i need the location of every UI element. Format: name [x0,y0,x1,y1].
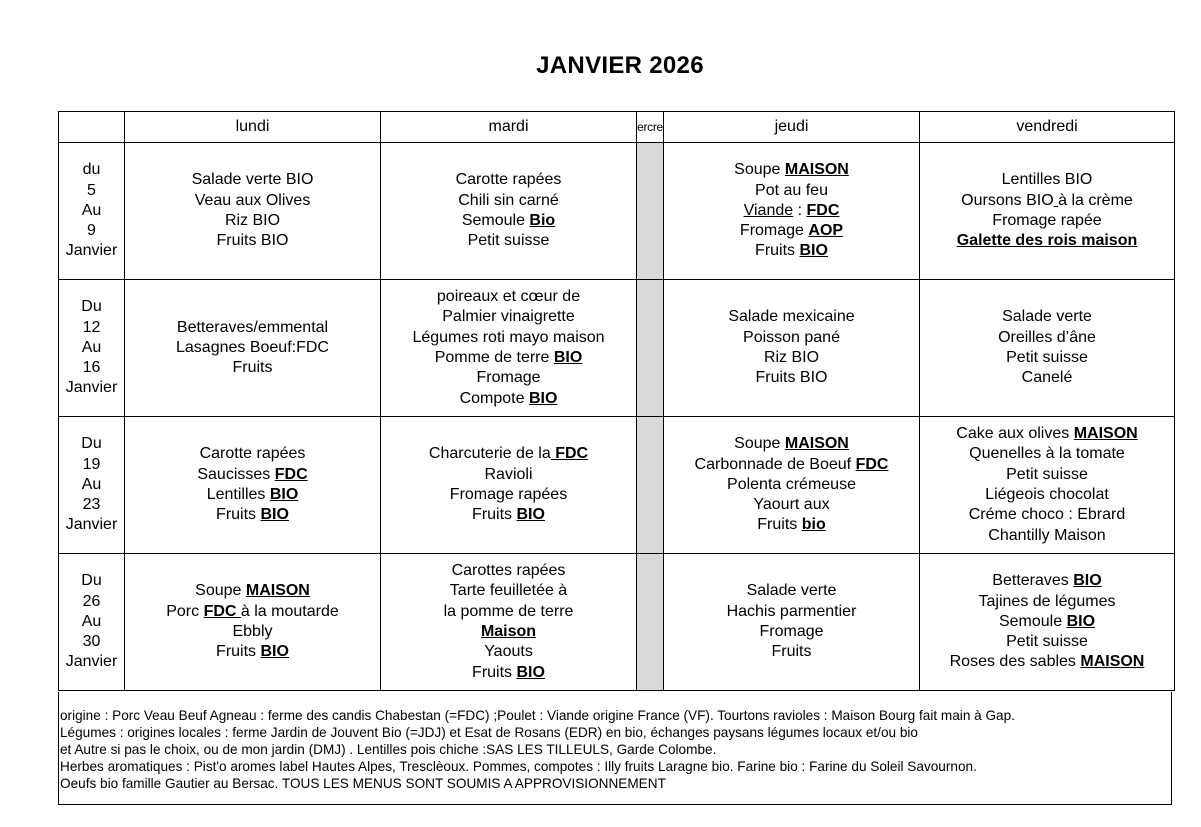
dish-text: à la moutarde [240,602,339,620]
dish-line [125,622,380,642]
dish-line [125,358,380,378]
dish-label-highlight: BIO [516,506,545,524]
dish-text: Carbonnade de Boeuf [694,455,856,473]
menu-cell-jeudi [664,554,920,691]
dish-text: Quenelles à la tomate [969,445,1125,463]
dish-text: Ebbly [232,623,273,640]
dish-line [920,592,1174,612]
dish-text: : [793,201,807,219]
date-line: Janvier [65,653,118,671]
dish-line [125,581,380,601]
dish-line [125,231,380,251]
week-dates-cell [59,554,125,691]
dish-line [664,515,919,535]
dish-label-highlight: FDC [274,465,308,483]
dish-label-highlight: BIO [1073,572,1102,590]
menu-cell-vendredi [920,280,1175,417]
dish-label-highlight: BIO [516,663,545,681]
dish-line [125,338,380,358]
dish-text: Carotte rapées [199,445,306,463]
date-line: 12 [82,318,101,336]
dish-text: Petit suisse [467,232,550,250]
dish-text: Fruits [755,242,800,260]
dish-line [381,348,636,368]
dish-line [920,465,1174,485]
menu-cell-lundi [125,417,381,554]
dish-text: Fruits [472,663,517,681]
dish-text: Charcuterie de la [428,445,551,463]
dish-line [381,444,636,464]
dish-label-highlight: BIO [1066,612,1096,630]
dish-line [664,368,919,388]
date-line: Au [81,475,102,493]
corner-cell [59,112,125,143]
page-title: JANVIER 2026 [536,52,704,79]
dish-line [664,348,919,368]
dish-label-highlight: Bio [529,212,556,229]
dish-line [664,495,919,515]
header-row [59,112,1175,143]
dish-line [381,622,636,642]
dish-line [920,328,1174,348]
dish-line [381,485,636,505]
date-line: Du [81,298,102,316]
dish-text: Lentilles [206,486,270,503]
day-header-mercredi: ercre [637,112,664,143]
dish-line [125,211,380,231]
dish-line [381,307,636,327]
dish-text: Cake aux olives [956,425,1074,443]
dish-text: Petit suisse [1006,349,1088,366]
dish-text: Soupe [734,435,785,453]
dish-text: Carottes rapées [451,562,566,580]
dish-line [125,642,380,662]
dish-line [381,287,636,307]
dish-text: Fruits [232,359,273,377]
dish-line [664,221,919,241]
dish-label-highlight: BIO [553,349,583,366]
dish-line [664,434,919,454]
dish-label-highlight: bio [801,516,826,534]
date-line: 26 [82,592,101,610]
dish-text: Fruits BIO [216,232,289,250]
dish-text: Tajines de légumes [978,592,1116,610]
date-line: 30 [82,633,101,651]
dish-text: Légumes roti mayo maison [412,328,605,346]
dish-text: Fruits [216,506,261,524]
dish-line [920,612,1174,632]
dish-text: la pomme de terre [443,602,574,620]
dish-line [920,526,1174,546]
week-row [59,280,1175,417]
dish-line [920,652,1174,672]
dish-text: Petit suisse [1006,633,1088,651]
dish-line [920,424,1174,444]
dish-text: Yaourt aux [753,496,830,514]
dish-text: Chantilly Maison [988,526,1106,544]
dish-text: Oursons BIO [961,191,1054,209]
menu-cell-jeudi [664,280,920,417]
dish-text: Créme choco : Ebrard [968,506,1126,524]
week-dates-cell [59,143,125,280]
dish-text: Pot au feu [755,181,828,199]
dish-label-highlight: FDC [550,445,589,463]
dish-text: Soupe [195,582,246,600]
dish-label-highlight: Maison [480,623,537,640]
dish-line [381,581,636,601]
dish-text: Tarte feuilletée à [449,582,568,600]
dish-line [125,191,380,211]
dish-label-highlight: FDC [806,201,840,219]
dish-line [920,211,1174,231]
dish-label-highlight: Galette des rois maison [956,232,1138,250]
dish-label-highlight: MAISON [245,582,310,600]
dish-text: Veau aux Olives [194,191,311,209]
date-line: Du [81,572,102,590]
date-line: 23 [82,496,101,514]
dish-label-highlight: FDC [855,455,889,473]
week-dates-cell [59,417,125,554]
dish-text: Compote [459,389,529,407]
menu-cell-mardi [381,143,637,280]
day-header-lundi: lundi [125,112,381,143]
dish-text: Palmier vinaigrette [442,308,575,326]
note-line: origine : Porc Veau Beuf Agneau : ferme des candis Chabestan (=FDC) ;Poulet : Viande origine France (VF). Tourtons ravioles : Maison Bourg fait main à Gap. [60,708,1015,723]
menu-cell-mardi [381,417,637,554]
dish-text: à la crème [1058,191,1133,209]
dish-line [664,455,919,475]
dish-text: Ravioli [484,465,533,483]
wednesday-cell [637,554,664,691]
date-line: 5 [87,181,96,199]
day-header-mardi: mardi [381,112,637,143]
day-header-vendredi: vendredi [920,112,1175,143]
dish-line [920,505,1174,525]
dish-label-highlight: MAISON [784,161,849,179]
dish-text: Fruits [757,516,802,534]
dish-text: Salade verte BIO [191,171,314,189]
dish-label-highlight: BIO [269,486,299,503]
dish-text: Fromage rapées [449,486,568,503]
dish-line [664,241,919,261]
day-header-jeudi: jeudi [664,112,920,143]
dish-text: Salade verte [1002,308,1092,326]
dish-line [920,368,1174,388]
dish-line [920,485,1174,505]
dish-line [381,465,636,485]
menu-cell-vendredi [920,143,1175,280]
dish-text: Fromage rapée [992,212,1102,229]
dish-line [125,485,380,505]
dish-text: Semoule [998,612,1067,630]
dish-text: Soupe [734,161,785,179]
dish-text: Betteraves/emmental [176,318,329,336]
dish-text: Pomme de terre [434,349,554,366]
wednesday-cell [637,280,664,417]
dish-line [920,231,1174,251]
dish-line [664,622,919,642]
dish-text: Riz BIO [224,212,281,229]
dish-text: Carotte rapées [455,171,562,189]
dish-text: Salade mexicaine [728,308,855,326]
dish-line [381,642,636,662]
date-line: du [82,161,101,179]
dish-label-highlight: MAISON [1073,425,1138,443]
dish-text: Riz BIO [763,349,820,366]
dish-line [125,505,380,525]
dish-line [125,170,380,190]
dish-line [920,348,1174,368]
dish-text: Poisson pané [743,328,840,346]
dish-text: Chili sin carné [458,191,559,209]
menu-cell-lundi [125,143,381,280]
dish-text: Porc [166,602,204,620]
dish-text: Lasagnes Boeuf:FDC [176,338,329,356]
dish-line [125,318,380,338]
menu-cell-jeudi [664,143,920,280]
dish-text: poireaux et cœur de [436,288,581,306]
dish-line [920,307,1174,327]
date-line: Au [81,201,102,219]
dish-text: Polenta crémeuse [727,475,856,493]
week-row [59,143,1175,280]
dish-text: Roses des sables [949,653,1081,671]
dish-line [381,602,636,622]
dish-label-highlight: BIO [528,389,558,407]
dish-text: Viande [743,201,794,219]
dish-line [381,211,636,231]
dish-text: Betteraves [992,572,1074,590]
date-line: Janvier [65,379,118,397]
menu-cell-mardi [381,280,637,417]
date-line: 16 [82,359,101,377]
date-line: Du [81,435,102,453]
dish-line [664,475,919,495]
menu-cell-lundi [125,554,381,691]
dish-label-highlight: BIO [260,643,289,661]
menu-cell-vendredi [920,417,1175,554]
dish-line [381,505,636,525]
menu-cell-jeudi [664,417,920,554]
date-line: 9 [87,222,96,240]
dish-line [664,181,919,201]
dish-line [920,191,1174,211]
dish-text: Fruits [771,643,812,661]
wednesday-cell [637,143,664,280]
date-line: Au [81,612,102,630]
dish-text: Fruits [472,506,517,524]
dish-text: Petit suisse [1006,465,1088,483]
dish-text: Fromage [476,369,541,387]
dish-text: Fromage [759,623,824,640]
date-line: 19 [82,455,101,473]
sourcing-notes [58,692,1172,805]
week-row [59,417,1175,554]
dish-line [664,642,919,662]
dish-label-highlight: FDC [203,602,241,620]
dish-line [381,328,636,348]
dish-text: Fruits [216,643,261,661]
dish-label-highlight: BIO [799,242,828,260]
note-line: et Autre si pas le choix, ou de mon jardin (DMJ) . Lentilles pois chiche :SAS LES TILLEULS, Garde Colombe. [60,742,717,758]
note-line: Herbes aromatiques : Pist'o aromes label Hautes Alpes, Tresclèoux. Pommes, compotes : Illy fruits Laragne bio. Farine bio : Farine du Soleil Savournon. [60,759,977,775]
dish-text: Canelé [1021,369,1073,387]
dish-text: Liégeois chocolat [985,486,1109,503]
date-line: Janvier [65,242,118,260]
dish-text: Yaouts [484,643,533,661]
dish-text: Lentilles BIO [1001,171,1093,189]
dish-line [920,632,1174,652]
menu-cell-vendredi [920,554,1175,691]
menu-table [58,111,1175,691]
dish-line [920,444,1174,464]
dish-line [381,368,636,388]
dish-line [381,170,636,190]
dish-line [664,307,919,327]
date-line: Au [81,338,102,356]
dish-line [381,663,636,683]
dish-label-highlight: MAISON [784,435,849,453]
dish-text: Saucisses [197,465,275,483]
dish-line [664,581,919,601]
dish-line [381,561,636,581]
dish-line [664,328,919,348]
dish-text: Salade verte [746,582,837,600]
dish-line [920,170,1174,190]
dish-line [381,191,636,211]
menu-cell-mardi [381,554,637,691]
dish-line [664,160,919,180]
dish-line [125,465,380,485]
dish-line [381,389,636,409]
dish-label-highlight: MAISON [1080,653,1145,671]
dish-text: Fromage [739,222,809,240]
dish-line [125,602,380,622]
wednesday-cell [637,417,664,554]
dish-text: Hachis parmentier [726,602,857,620]
note-line: Légumes : origines locales : ferme Jardin de Jouvent Bio (=JDJ) et Esat de Rosans (EDR) en bio, échanges paysans légumes locaux et/ou bio [60,725,918,741]
date-line: Janvier [65,516,118,534]
dish-text: Oreilles d’âne [998,328,1096,346]
dish-line [381,231,636,251]
week-dates-cell [59,280,125,417]
dish-text: Fruits BIO [755,369,828,387]
dish-label-highlight: AOP [808,222,844,240]
dish-label-highlight: BIO [260,506,289,524]
note-line: Oeufs bio famille Gautier au Bersac. TOUS LES MENUS SONT SOUMIS A APPROVISIONNEMENT [60,776,666,792]
dish-line [125,444,380,464]
dish-text: Semoule [461,212,530,229]
dish-line [664,201,919,221]
week-row [59,554,1175,691]
menu-cell-lundi [125,280,381,417]
dish-line [920,571,1174,591]
dish-line [664,602,919,622]
